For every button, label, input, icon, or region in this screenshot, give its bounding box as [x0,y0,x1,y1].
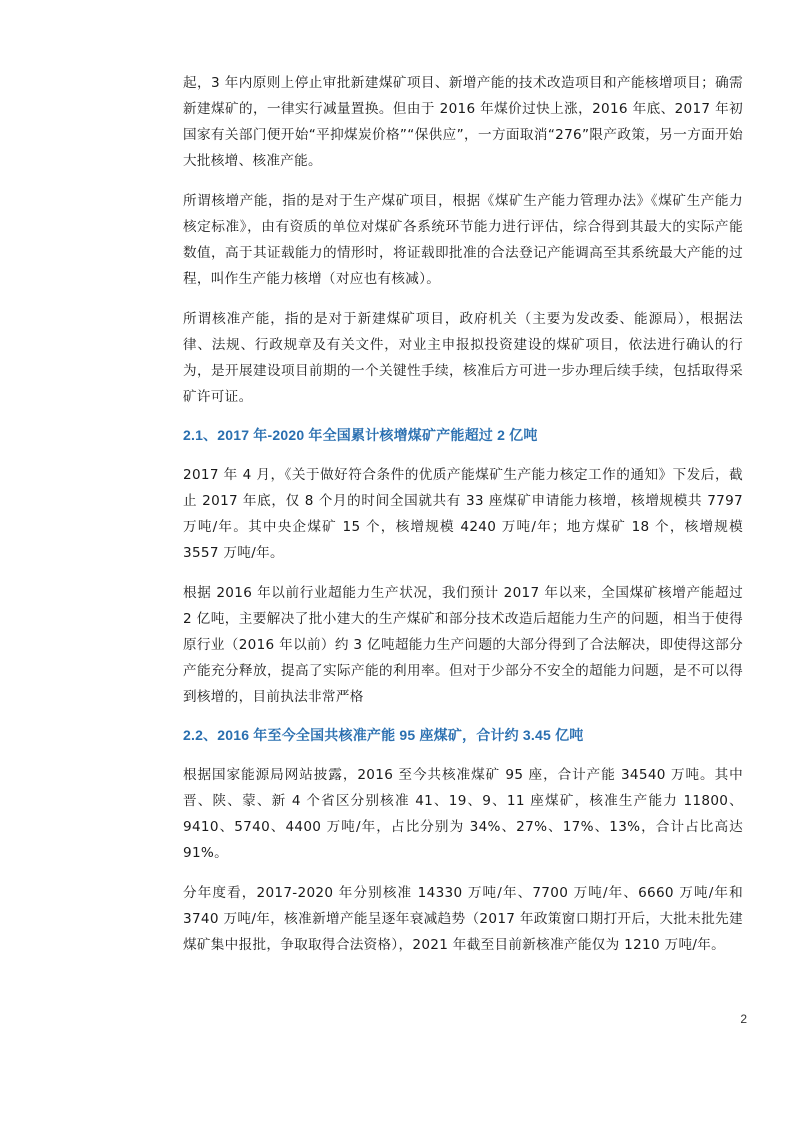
page-number: 2 [740,1012,747,1026]
body-paragraph: 分年度看，2017-2020 年分别核准 14330 万吨/年、7700 万吨/年、6660 万吨/年和 3740 万吨/年，核准新增产能呈逐年衰减趋势（2017 年政策窗口期打开后，大批未批先建煤矿集中报批，争取取得合法资格），2021 年截至目前新核准产能仅为 1210 万吨/年。 [183,885,743,953]
body-paragraph: 根据国家能源局网站披露，2016 至今共核准煤矿 95 座，合计产能 34540 万吨。其中晋、陕、蒙、新 4 个省区分别核准 41、19、9、11 座煤矿，核准生产能力 11800、9410、5740、4400 万吨/年，占比分别为 34%、27%、17%、13%，合计占比高达 91%。 [183,767,743,861]
body-paragraph: 所谓核增产能，指的是对于生产煤矿项目，根据《煤矿生产能力管理办法》《煤矿生产能力核定标准》，由有资质的单位对煤矿各系统环节能力进行评估，综合得到其最大的实际产能数值，高于其证载能力的情形时，将证载即批准的合法登记产能调高至其系统最大产能的过程，叫作生产能力核增（对应也有核减）。 [183,193,743,287]
section-heading: 2.1、2017 年-2020 年全国累计核增煤矿产能超过 2 亿吨 [183,427,538,443]
body-paragraph: 所谓核准产能，指的是对于新建煤矿项目，政府机关（主要为发改委、能源局），根据法律、法规、行政规章及有关文件，对业主申报拟投资建设的煤矿项目，依法进行确认的行为，是开展建设项目前期的一个关键性手续，核准后方可进一步办理后续手续，包括取得采矿许可证。 [183,311,743,405]
body-paragraph: 根据 2016 年以前行业超能力生产状况，我们预计 2017 年以来，全国煤矿核增产能超过 2 亿吨，主要解决了批小建大的生产煤矿和部分技术改造后超能力生产的问题，相当于使得原行业（2016 年以前）约 3 亿吨超能力生产问题的大部分得到了合法解决，即使得这部分产能充分释放，提高了实际产能的利用率。但对于少部分不安全的超能力问题，是不可以得到核增的，目前执法非常严格 [183,585,743,705]
body-paragraph: 2017 年 4 月，《关于做好符合条件的优质产能煤矿生产能力核定工作的通知》下发后，截止 2017 年底，仅 8 个月的时间全国就共有 33 座煤矿申请能力核增，核增规模共 7797 万吨/年。其中央企煤矿 15 个，核增规模 4240 万吨/年；地方煤矿 18 个，核增规模 3557 万吨/年。 [183,467,743,561]
section-heading: 2.2、2016 年至今全国共核准产能 95 座煤矿，合计约 3.45 亿吨 [183,727,584,743]
page-body [183,70,743,972]
body-paragraph: 起，3 年内原则上停止审批新建煤矿项目、新增产能的技术改造项目和产能核增项目；确需新建煤矿的，一律实行减量置换。但由于 2016 年煤价过快上涨，2016 年底、2017 年初国家有关部门便开始“平抑煤炭价格”“保供应”，一方面取消“276”限产政策，另一方面开始大批核增、核准产能。 [183,75,743,169]
